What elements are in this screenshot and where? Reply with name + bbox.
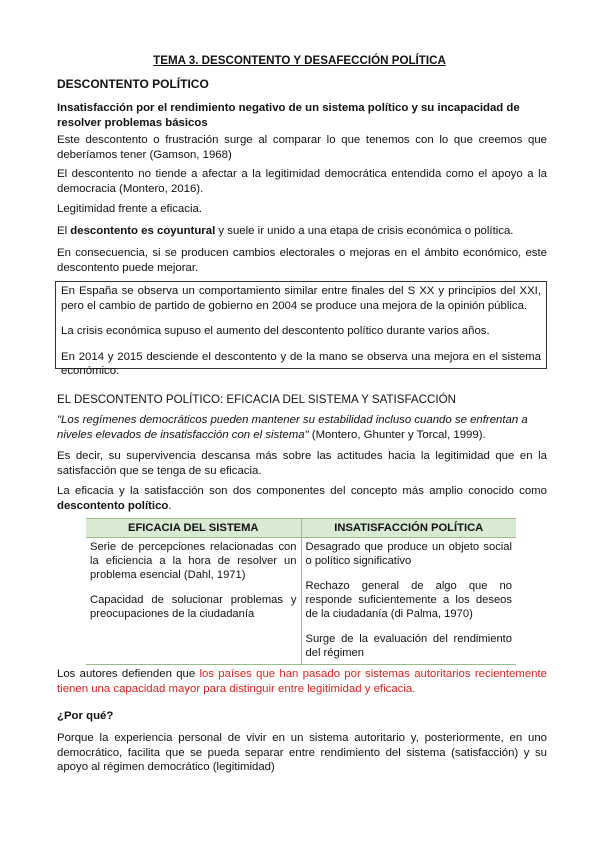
question-heading: ¿Por qué?: [57, 710, 114, 722]
table-cell-eficacia: [86, 538, 301, 665]
table-cell-insatisfaccion: [301, 538, 516, 665]
column-header-insatisfaccion: INSATISFACCIÓN POLÍTICA: [301, 519, 516, 538]
quote-citation: (Montero, Ghunter y Torcal, 1999).: [308, 428, 486, 441]
paragraph-autores: [57, 667, 547, 696]
section-heading-eficacia: EL DESCONTENTO POLÍTICO: EFICACIA DEL SISTEMA Y SATISFACCIÓN: [57, 393, 457, 406]
text-run: .: [168, 499, 172, 512]
paragraph-componentes: [57, 484, 547, 513]
cell-paragraph: Desagrado que produce un objeto social o político significativo: [305, 541, 512, 567]
table-row: [86, 538, 516, 665]
bold-run: descontento es coyuntural: [70, 225, 216, 237]
paragraph-montero: El descontento no tiende a afectar a la legitimidad democrática entendida como el apoyo a la democracia (Montero, 2016).: [57, 168, 547, 195]
paragraph-porque: Porque la experiencia personal de vivir en un sistema autoritario y, posteriormente, en uno democrático, facilita que se pueda separar entre rendimiento del sistema (satisfacción) y su apoyo al régimen democrático (legitimidad): [57, 732, 547, 773]
text-run: y suele ir unido a una etapa de crisis económica o política.: [215, 225, 514, 237]
paragraph-supervivencia: Es decir, su supervivencia descansa más sobre las actitudes hacia la legitimidad que en la satisfacción que se tenga de su eficacia.: [57, 450, 547, 477]
box-paragraph: En España se observa un comportamiento similar entre finales del S XX y principios del XXI, pero el cambio de partido de gobierno en 2004 se produce una mejora de la opinión pública.: [61, 285, 541, 312]
cell-paragraph: Surge de la evaluación del rendimiento del régimen: [305, 633, 512, 659]
text-run: Los autores defienden que: [57, 668, 200, 680]
column-header-eficacia: EFICACIA DEL SISTEMA: [86, 519, 301, 538]
paragraph-gamson: Este descontento o frustración surge al comparar lo que tenemos con lo que creemos que deberíamos tener (Gamson, 1968): [57, 134, 547, 161]
page-title: TEMA 3. DESCONTENTO Y DESAFECCIÓN POLÍTICA: [153, 54, 446, 67]
cell-paragraph: Rechazo general de algo que no responde suficientemente a los deseos de la ciudadanía (di Palma, 1970): [305, 580, 512, 620]
cell-paragraph: Capacidad de solucionar problemas y preocupaciones de la ciudadanía: [90, 594, 297, 620]
comparison-table: [86, 518, 516, 665]
section-heading-descontento: DESCONTENTO POLÍTICO: [57, 77, 209, 91]
quote-text: "Los regímenes democráticos pueden mantener su estabilidad incluso cuando se enfrentan a niveles elevados de insatisfacción con el sistema": [57, 414, 528, 441]
bold-run: descontento político: [57, 499, 169, 512]
paragraph-consecuencia: En consecuencia, si se producen cambios electorales o mejoras en el ámbito económico, este descontento puede mejorar.: [57, 247, 547, 274]
box-paragraph: La crisis económica supuso el aumento del descontento político durante varios años.: [61, 325, 490, 337]
quote-montero: [57, 413, 547, 442]
spain-example-box: [55, 281, 547, 377]
text-run: La eficacia y la satisfacción son dos componentes del concepto más amplio conocido como: [57, 485, 547, 497]
paragraph-coyuntural: [57, 224, 547, 239]
paragraph-legitimidad: Legitimidad frente a eficacia.: [57, 203, 202, 215]
text-run: El: [57, 225, 71, 237]
box-paragraph: En 2014 y 2015 desciende el descontento y de la mano se observa una mejora en el sistema económico.: [61, 350, 541, 377]
highlighted-text: los países que han pasado por sistemas autoritarios recientemente tienen una capacidad mayor para distinguir entre legitimidad y eficacia.: [57, 668, 548, 695]
definition-lead: Insatisfacción por el rendimiento negativo de un sistema político y su incapacidad de resolver problemas básicos: [57, 102, 520, 129]
table-header-row: [86, 519, 516, 538]
cell-paragraph: Serie de percepciones relacionadas con la eficiencia a la hora de resolver un problema esencial (Dahl, 1971): [90, 541, 297, 581]
